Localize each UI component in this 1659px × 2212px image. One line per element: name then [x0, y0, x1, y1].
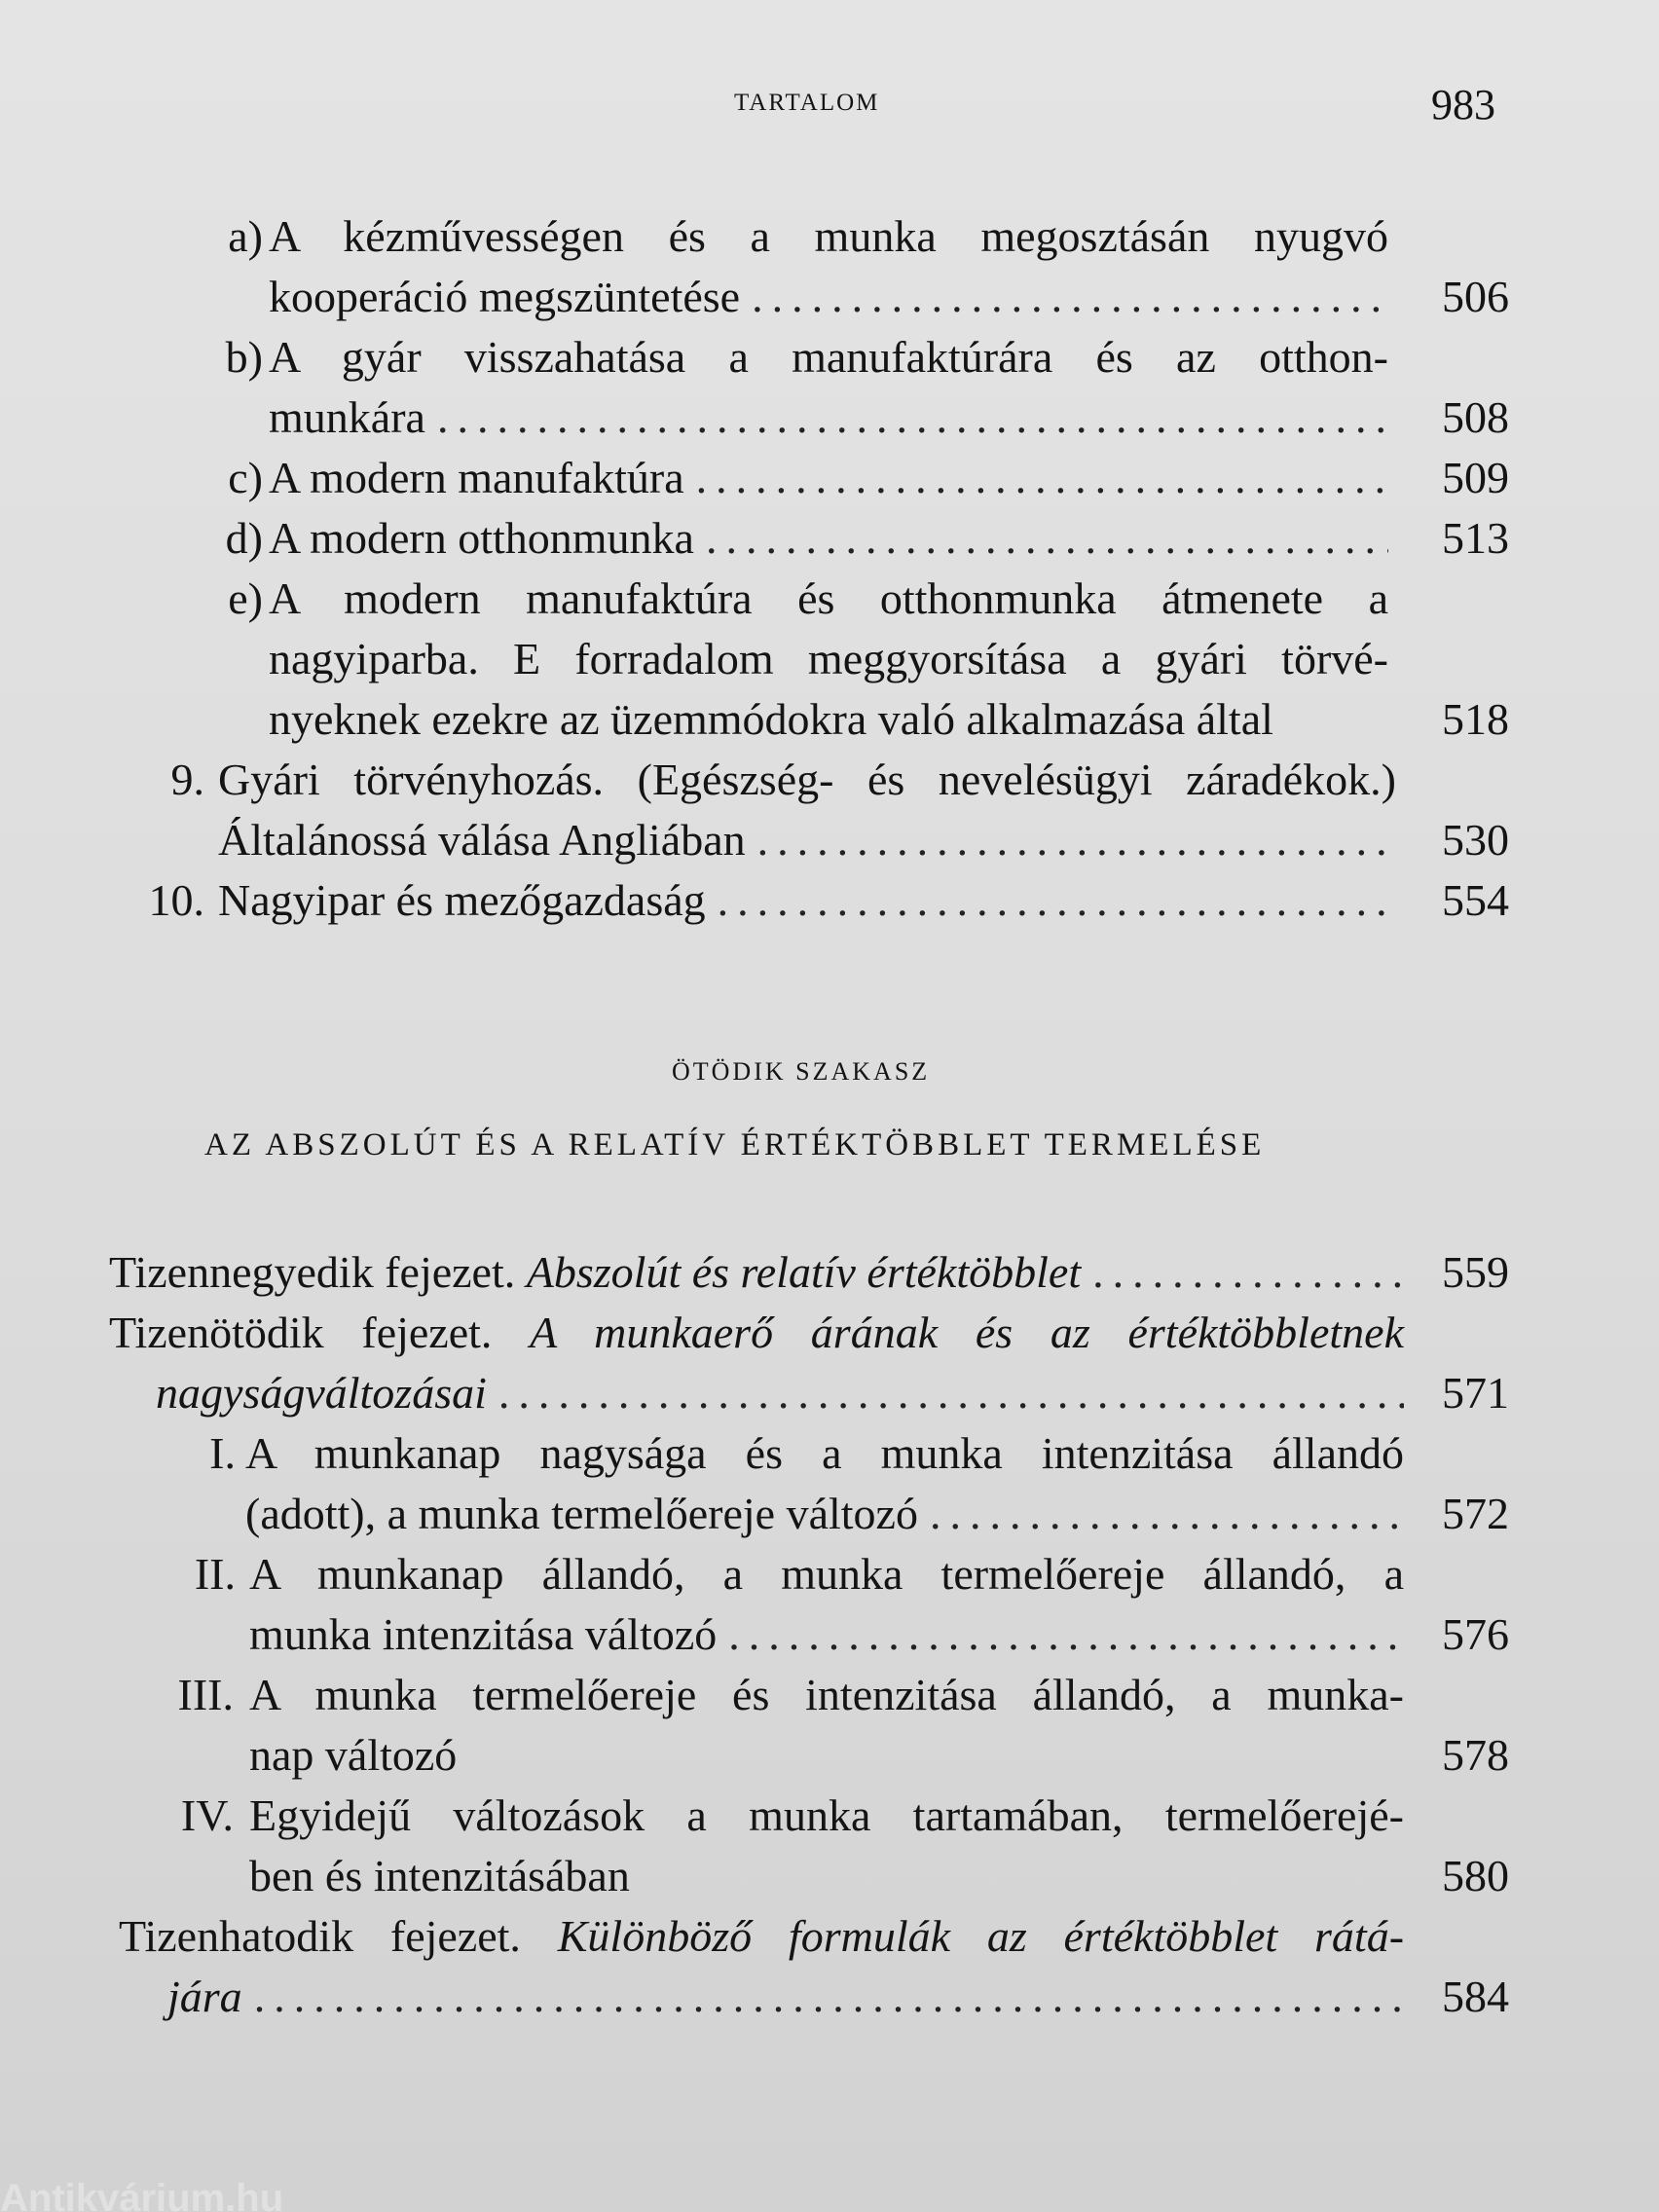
page-ref: 518 — [1442, 694, 1509, 744]
page-ref: 571 — [1442, 1368, 1509, 1418]
entry-line: A modern otthonmunka — [269, 513, 694, 563]
toc-entry[interactable] — [269, 267, 1388, 327]
entry-line: Nagyipar és mezőgazdaság — [218, 875, 706, 925]
dot-leader — [437, 387, 1388, 448]
dot-leader — [1092, 1242, 1404, 1303]
dot-leader — [752, 267, 1388, 327]
page-ref: 572 — [1442, 1489, 1509, 1538]
toc-entry[interactable] — [269, 448, 1388, 508]
page-ref: 530 — [1442, 815, 1509, 865]
entry-line: A munkanap állandó, a munka termelőereje állandó, a — [249, 1549, 1404, 1599]
dot-leader — [254, 1967, 1404, 2027]
entry-label: d) — [225, 513, 263, 563]
entry-line: Általánossá válása Angliában — [218, 815, 746, 865]
watermark: Antikvárium.hu — [0, 2177, 284, 2212]
chapter-entry[interactable] — [109, 1242, 1404, 1303]
entry-line: A modern manufaktúra — [269, 453, 684, 502]
chapter-title: jára — [167, 1972, 242, 2021]
page-ref: 554 — [1442, 875, 1509, 925]
chapter-entry-line — [119, 1906, 1404, 1967]
entry-line: nap változó — [249, 1730, 458, 1780]
page-ref: 584 — [1442, 1972, 1509, 2021]
dot-leader — [696, 448, 1388, 508]
entry-line: A modern manufaktúra és otthonmunka átmenete a — [269, 573, 1388, 623]
dot-leader — [757, 810, 1396, 870]
chapter-title: nagyságváltozásai — [156, 1368, 487, 1418]
toc-entry[interactable] — [269, 508, 1388, 569]
entry-line: (adott), a munka termelőereje változó — [245, 1489, 918, 1538]
dot-leader — [498, 1363, 1404, 1423]
entry-label: II. — [194, 1549, 236, 1599]
dot-leader — [930, 1484, 1404, 1544]
entry-line: A kézművességen és a munka megosztásán nyugvó — [269, 211, 1388, 261]
entry-line: nagyiparba. E forradalom meggyorsítása a gyári törvé- — [269, 634, 1388, 683]
chapter-prefix: Tizennegyedik fejezet. — [109, 1247, 516, 1297]
entry-line: kooperáció megszüntetése — [269, 272, 741, 321]
entry-label: e) — [228, 573, 263, 623]
page-ref: 508 — [1442, 392, 1509, 442]
entry-label: 9. — [170, 755, 204, 804]
entry-line: nyeknek ezekre az üzemmódokra való alkalmazása által — [269, 694, 1273, 744]
running-head: TARTALOM — [734, 90, 880, 116]
dot-leader — [718, 870, 1396, 931]
page-ref: 513 — [1442, 513, 1509, 563]
entry-label: I. — [209, 1428, 236, 1478]
entry-line: munkára — [269, 392, 425, 442]
page-ref: 578 — [1442, 1730, 1509, 1780]
page-ref: 559 — [1442, 1247, 1509, 1297]
section-kicker: ÖTÖDIK SZAKASZ — [672, 1057, 931, 1086]
toc-entry[interactable] — [245, 1484, 1404, 1544]
dot-leader — [728, 1604, 1404, 1665]
entry-line: A gyár visszahatása a manufaktúrára és az otthon- — [269, 332, 1388, 382]
entry-label: 10. — [148, 875, 204, 925]
chapter-prefix: Tizenhatodik fejezet. — [119, 1911, 521, 1961]
page-ref: 506 — [1442, 272, 1509, 321]
chapter-entry[interactable] — [167, 1967, 1404, 2027]
toc-entry[interactable] — [218, 870, 1396, 931]
page-number: 983 — [1431, 81, 1495, 129]
entry-label: c) — [228, 453, 263, 502]
entry-label: a) — [228, 211, 263, 261]
chapter-title: Abszolút és relatív értéktöbblet — [526, 1247, 1082, 1297]
entry-line: A munkanap nagysága és a munka intenzitása állandó — [245, 1428, 1404, 1478]
dot-leader — [706, 508, 1388, 569]
chapter-entry[interactable] — [156, 1363, 1404, 1423]
toc-entry[interactable] — [269, 387, 1388, 448]
entry-line: ben és intenzitásában — [249, 1851, 630, 1900]
entry-line: Gyári törvényhozás. (Egészség- és nevelésügyi záradékok.) — [218, 755, 1396, 804]
page-ref: 509 — [1442, 453, 1509, 502]
chapter-title: Különböző formulák az értéktöbblet rátá- — [557, 1911, 1405, 1961]
chapter-title: A munkaerő árának és az értéktöbbletnek — [530, 1308, 1404, 1357]
chapter-entry-line — [109, 1303, 1404, 1363]
entry-line: Egyidejű változások a munka tartamában, termelőerejé- — [249, 1790, 1404, 1840]
toc-entry[interactable] — [249, 1604, 1404, 1665]
page-ref: 580 — [1442, 1851, 1509, 1900]
section-title: AZ ABSZOLÚT ÉS A RELATÍV ÉRTÉKTÖBBLET TERMELÉSE — [204, 1127, 1266, 1162]
entry-label: IV. — [180, 1790, 234, 1840]
entry-label: b) — [225, 332, 263, 382]
entry-line: A munka termelőereje és intenzitása állandó, a munka- — [249, 1670, 1404, 1719]
entry-label: III. — [177, 1670, 234, 1719]
chapter-prefix: Tizenötödik fejezet. — [109, 1308, 493, 1357]
entry-line: munka intenzitása változó — [249, 1609, 718, 1659]
page-ref: 576 — [1442, 1609, 1509, 1659]
toc-entry[interactable] — [218, 810, 1396, 870]
